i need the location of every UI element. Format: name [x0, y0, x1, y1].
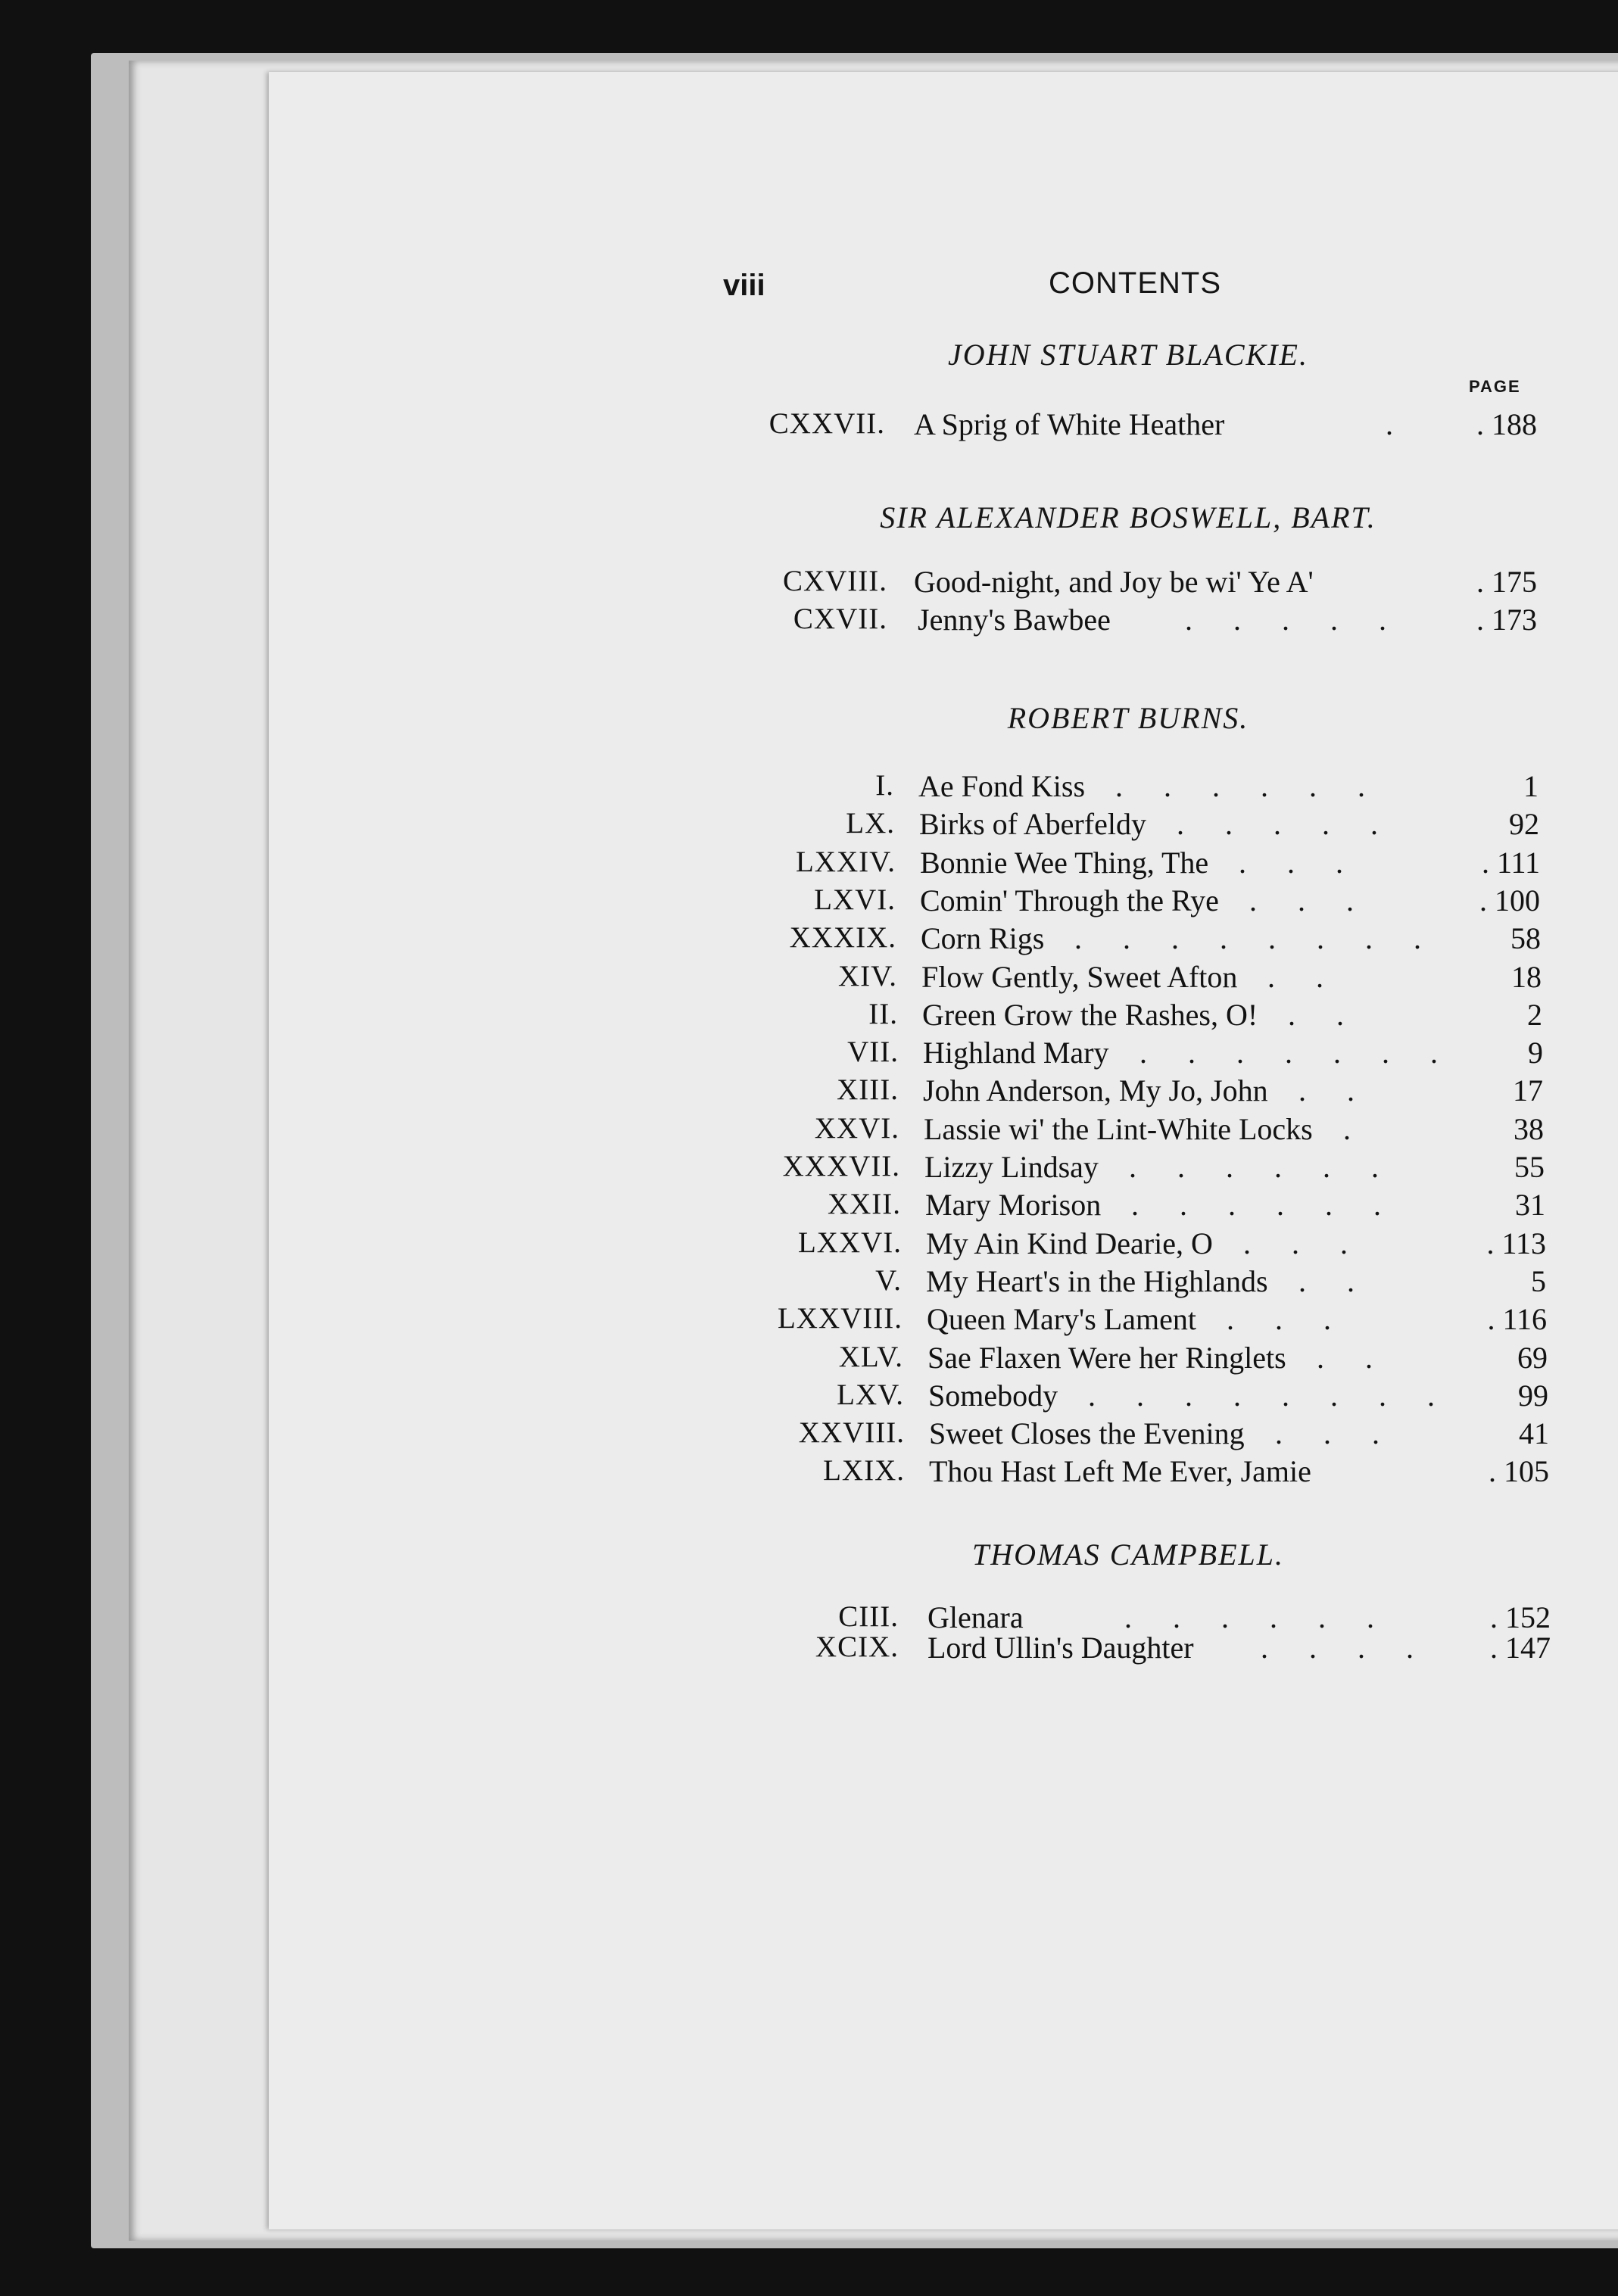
entry-page: 9: [1528, 1036, 1543, 1070]
contents-entry: [0, 768, 1618, 806]
contents-entry: [0, 1226, 1618, 1263]
entry-page: 92: [1509, 807, 1539, 841]
entry-number: XXXVII.: [782, 1150, 900, 1182]
entry-number: LXXIV.: [795, 846, 896, 878]
entry-title: Lassie wi' the Lint-White Locks: [924, 1112, 1313, 1146]
entry-page: . 173: [1476, 603, 1537, 637]
entry-page: . 147: [1490, 1631, 1551, 1665]
entry-title: Bonnie Wee Thing, The: [920, 846, 1209, 880]
entry-number: CXVII.: [793, 603, 887, 635]
entry-leader-dots: . .: [1298, 1073, 1371, 1108]
contents-entry: [0, 1301, 1618, 1339]
entry-title: Mary Morison: [925, 1188, 1102, 1222]
contents-entry: [0, 1453, 1618, 1491]
entry-title: Thou Hast Left Me Ever, Jamie: [929, 1454, 1311, 1488]
entry-number: XIII.: [837, 1073, 899, 1106]
entry-number: V.: [875, 1264, 902, 1297]
entry-leader-dots: . . . . . .: [1115, 769, 1382, 803]
entry-page: 2: [1527, 998, 1542, 1032]
entry-title: My Ain Kind Dearie, O: [926, 1226, 1213, 1260]
entry-page: . 100: [1479, 883, 1540, 917]
contents-entry: [0, 1630, 1618, 1668]
entry-number: XLV.: [838, 1341, 903, 1373]
entry-leader-dots: . . . . . .: [1131, 1188, 1398, 1222]
entry-title: My Heart's in the Highlands: [926, 1264, 1268, 1298]
entry-leader-dots: . . .: [1275, 1416, 1396, 1450]
entry-title: Good-night, and Joy be wi' Ye A': [914, 565, 1314, 599]
entry-number: LXXVI.: [797, 1226, 902, 1259]
entry-number: VII.: [847, 1036, 899, 1068]
entry-number: I.: [875, 769, 894, 802]
author-heading: THOMAS CAMPBELL.: [972, 1537, 1284, 1572]
entry-leader-dots: . . . .: [1261, 1631, 1430, 1665]
entry-page: 31: [1515, 1188, 1545, 1222]
entry-number: XXVIII.: [798, 1416, 905, 1449]
entry-title: Flow Gently, Sweet Afton: [921, 960, 1238, 994]
entry-title: Jenny's Bawbee: [918, 603, 1111, 637]
entry-leader-dots: . . .: [1249, 883, 1370, 917]
entry-page: 18: [1511, 960, 1542, 994]
contents-entry: [0, 806, 1618, 844]
entry-number: XIV.: [837, 960, 897, 992]
entry-title: Ae Fond Kiss: [918, 769, 1086, 803]
entry-number: LXXVIII.: [777, 1302, 903, 1335]
contents-entry: [0, 1149, 1618, 1187]
contents-entry: [0, 921, 1618, 958]
entry-number: LX.: [846, 807, 895, 840]
entry-leader-dots: . .: [1298, 1264, 1371, 1298]
entry-leader-dots: .: [1343, 1112, 1367, 1146]
entry-number: XXVI.: [814, 1112, 899, 1145]
entry-leader-dots: . . .: [1243, 1226, 1364, 1260]
entry-title: Lord Ullin's Daughter: [927, 1631, 1194, 1665]
entry-page: . 113: [1486, 1226, 1546, 1260]
entry-page: 41: [1519, 1416, 1549, 1450]
entry-leader-dots: . . . . . .: [1129, 1150, 1395, 1184]
entry-leader-dots: .: [1386, 407, 1410, 441]
entry-title: Somebody: [928, 1379, 1058, 1413]
entry-title: Glenara: [927, 1600, 1024, 1634]
entry-number: LXV.: [837, 1379, 904, 1411]
entry-number: XXII.: [827, 1188, 901, 1220]
contents-entry: [0, 845, 1618, 883]
contents-entry: [0, 1073, 1618, 1111]
contents-entry: [0, 959, 1618, 997]
entry-title: Highland Mary: [923, 1036, 1109, 1070]
entry-title: Sweet Closes the Evening: [929, 1416, 1245, 1450]
entry-leader-dots: . . . . . .: [1124, 1600, 1391, 1634]
entry-page: 58: [1510, 921, 1541, 955]
entry-title: Queen Mary's Lament: [927, 1302, 1196, 1336]
entry-page: . 111: [1481, 846, 1540, 880]
entry-page: 1: [1523, 769, 1539, 803]
entry-leader-dots: . . . . . . . .: [1088, 1379, 1451, 1413]
entry-leader-dots: . .: [1267, 960, 1340, 994]
contents-entry: [0, 1187, 1618, 1225]
entry-number: XCIX.: [815, 1631, 899, 1663]
entry-page: 5: [1531, 1264, 1546, 1298]
contents-entry: [0, 1378, 1618, 1416]
entry-title: John Anderson, My Jo, John: [923, 1073, 1268, 1108]
entry-number: XXXIX.: [789, 921, 896, 954]
entry-title: Birks of Aberfeldy: [919, 807, 1146, 841]
entry-title: Comin' Through the Rye: [920, 883, 1219, 917]
contents-entry: [0, 1340, 1618, 1378]
entry-leader-dots: . .: [1288, 998, 1361, 1032]
entry-leader-dots: . . .: [1227, 1302, 1348, 1336]
entry-leader-dots: . . . . . . .: [1139, 1036, 1454, 1070]
entry-leader-dots: . .: [1317, 1341, 1389, 1375]
entry-leader-dots: . . . . . . . .: [1074, 921, 1438, 955]
author-heading: ROBERT BURNS.: [1007, 701, 1249, 735]
entry-page: . 116: [1487, 1302, 1547, 1336]
entry-title: Green Grow the Rashes, O!: [922, 998, 1258, 1032]
entry-title: A Sprig of White Heather: [914, 407, 1225, 441]
contents-entry: [0, 883, 1618, 921]
contents-entry: [0, 1416, 1618, 1453]
entry-page: 69: [1517, 1341, 1548, 1375]
contents-entry: [0, 407, 1618, 444]
entry-page: 17: [1513, 1073, 1543, 1108]
entry-page: . 105: [1489, 1454, 1549, 1488]
entry-title: Corn Rigs: [921, 921, 1045, 955]
entry-page: 99: [1518, 1379, 1548, 1413]
entry-page: 38: [1514, 1112, 1544, 1146]
page-number: viii: [723, 269, 765, 302]
entry-leader-dots: . . . . .: [1185, 603, 1403, 637]
entry-number: LXIX.: [823, 1454, 905, 1487]
entry-number: II.: [868, 998, 898, 1030]
author-heading: JOHN STUART BLACKIE.: [948, 338, 1308, 372]
page-column-label: PAGE: [1469, 377, 1521, 396]
entry-leader-dots: . . .: [1239, 846, 1360, 880]
contents-entry: [0, 1035, 1618, 1073]
entry-page: . 175: [1476, 565, 1537, 599]
running-head: CONTENTS: [1049, 266, 1221, 300]
entry-number: CXVIII.: [782, 565, 887, 597]
entry-page: . 188: [1476, 407, 1537, 441]
contents-entry: [0, 997, 1618, 1035]
contents-entry: [0, 1263, 1618, 1301]
contents-entry: [0, 564, 1618, 602]
contents-entry: [0, 1111, 1618, 1149]
entry-page: 55: [1514, 1150, 1545, 1184]
entry-title: Sae Flaxen Were her Ringlets: [927, 1341, 1286, 1375]
entry-page: . 152: [1490, 1600, 1551, 1634]
entry-number: CXXVII.: [768, 407, 885, 440]
entry-leader-dots: . . . . .: [1177, 807, 1395, 841]
entry-number: CIII.: [838, 1600, 899, 1633]
contents-entry: [0, 602, 1618, 640]
author-heading: SIR ALEXANDER BOSWELL, BART.: [880, 500, 1376, 534]
entry-title: Lizzy Lindsay: [924, 1150, 1099, 1184]
entry-number: LXVI.: [814, 883, 896, 916]
